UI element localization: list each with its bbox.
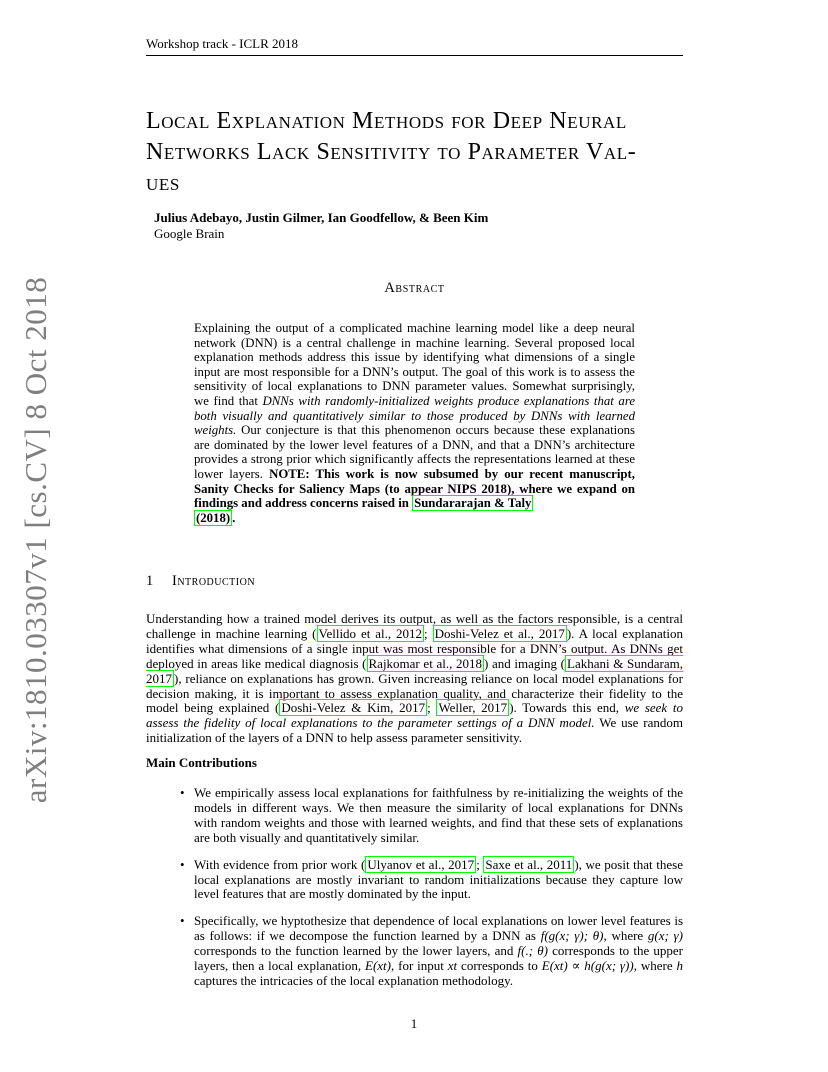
bullet-text: With evidence from prior work ( — [194, 856, 366, 872]
citation-link[interactable]: Sundararajan & Taly — [414, 496, 532, 511]
intro-text: ; — [427, 700, 437, 716]
bullet-icon: • — [180, 785, 185, 800]
bullet-text: We empirically assess local explanations for faithfulness by re-initializing the weights of the models in different ways. We then measure the similarity of local explanations for DNNs with random weights and those with learned weights, and find that these sets of explanations are both visually and quantitatively similar. — [194, 785, 683, 845]
citation-link[interactable]: Vellido et al., 2012 — [318, 625, 423, 641]
intro-text: ). Towards this end, — [509, 700, 625, 716]
math-expression: E(xt) — [365, 958, 391, 974]
title-line-2: Networks Lack Sensitivity to Parameter Val- — [146, 139, 637, 165]
bullet-text: corresponds to the function learned by the lower layers, and — [194, 943, 518, 959]
section-title: Introduction — [172, 573, 256, 589]
intro-text: ) and imaging ( — [484, 655, 566, 671]
citation-link[interactable]: Weller, 2017 — [438, 700, 508, 716]
bullet-text: Specifically, we hyptothesize that dependence of local explanations on lower level features is as follows: if we decompose the function learned by a DNN as — [194, 913, 683, 944]
abstract-text-1: Explaining the output of a complicated machine learning model like a deep neural network (DNN) is a central challenge in machine learning. Several proposed local explanation methods address this issue by identifying what dimensions of a single input are most responsible for a DNN’s output. The goal of this work is to assess the sensitivity of local explanations to DNN parameter values. Somewhat surprisingly, we find that — [194, 321, 635, 408]
page-number: 1 — [410, 1016, 418, 1031]
list-item — [176, 914, 683, 989]
title-line-1: Local Explanation Methods for Deep Neural — [146, 108, 627, 134]
abstract-emphasis: DNNs with randomly-initialized weights produce explanations that are both visually and quantitatively similar to those produced by DNNs with learned weights. — [194, 393, 636, 438]
intro-text: ; — [424, 625, 433, 641]
bullet-text: , where — [603, 928, 648, 944]
author-names: Julius Adebayo, Justin Gilmer, Ian Goodfellow, & Been Kim — [154, 210, 489, 225]
bullet-icon: • — [180, 856, 185, 872]
bullet-text: corresponds to the upper layers, then a local explanation, — [194, 943, 683, 974]
abstract-note-text: NOTE: This work is now subsumed by our recent manuscript, Sanity Checks for Saliency Maps (to appear NIPS 2018), where we expand on findings and address concerns raised in — [194, 466, 635, 511]
bullet-text: ; — [476, 856, 484, 872]
citation-link[interactable]: Lakhani & Sundaram, 2017 — [146, 655, 683, 686]
math-expression: E(xt) ∝ h(g(x; γ)) — [541, 958, 634, 974]
math-expression: h — [676, 958, 683, 974]
contributions-heading: Main Contributions — [146, 755, 257, 770]
title-line-3: ues — [146, 170, 180, 196]
intro-emphasis: we seek to assess the fidelity of local explanations to the parameter settings of a DNN model. — [146, 700, 683, 731]
math-expression: f(.; θ) — [517, 943, 548, 959]
citation-link[interactable]: Saxe et al., 2011 — [485, 856, 573, 872]
contributions-list — [176, 786, 683, 1001]
citation-link[interactable]: Rajkomar et al., 2018 — [368, 655, 482, 671]
intro-text: ). A local explanation identifies what dimensions of a single input was most responsible for a DNN’s output. As DNNs get deployed in areas like medical diagnosis ( — [146, 625, 683, 671]
bullet-text: captures the intricacies of the local explanation methodology. — [194, 972, 513, 988]
math-expression: xt — [447, 958, 458, 974]
arxiv-stamp[interactable]: arXiv:1810.03307v1 [cs.CV] 8 Oct 2018 — [18, 276, 53, 804]
math-expression: g(x; γ) — [647, 928, 683, 944]
running-header: Workshop track - ICLR 2018 — [146, 36, 683, 56]
list-item — [176, 786, 683, 846]
bullet-text: , for input — [391, 958, 448, 974]
intro-text: We use random initialization of the layers of a DNN to help assess parameter sensitivity. — [146, 715, 683, 746]
list-item — [176, 858, 683, 903]
abstract-body — [194, 321, 635, 525]
bullet-icon: • — [180, 913, 185, 929]
abstract-text-2: Our conjecture is that this phenomenon occurs because these explanations are dominated by the lower level features of a DNN, and that a DNN’s architecture provides a strong prior which significantly affects the representations learned at these lower layers. — [194, 423, 635, 481]
math-expression: f(g(x; γ); θ) — [540, 928, 604, 944]
citation-link[interactable]: Ulyanov et al., 2017 — [367, 856, 475, 872]
bullet-text: corresponds to — [457, 958, 542, 974]
citation-link[interactable]: Doshi-Velez & Kim, 2017 — [281, 700, 426, 716]
bullet-text: ), we posit that these local explanations are mostly invariant to random initializations because they capture low level features that are mostly dominated by the input. — [194, 856, 683, 902]
intro-text: ), reliance on explanations has grown. Given increasing reliance on local model explanations for decision making, it is important to assess explanation quality, and characterize their fidelity to the model being explained ( — [146, 670, 683, 716]
bullet-text: , where — [633, 958, 677, 974]
author-block — [154, 210, 488, 242]
section-number: 1 — [146, 573, 154, 589]
citation-link[interactable]: (2018) — [196, 510, 231, 525]
abstract-note-end: . — [232, 510, 236, 525]
paper-title — [146, 106, 691, 199]
abstract-heading: Abstract — [384, 280, 445, 296]
section-heading — [146, 573, 255, 590]
intro-text: Understanding how a trained model derives its output, as well as the factors responsible, is a central challenge in machine learning ( — [146, 611, 683, 641]
affiliation: Google Brain — [154, 226, 225, 241]
intro-paragraph — [146, 612, 683, 746]
citation-link[interactable]: Doshi-Velez et al., 2017 — [434, 625, 565, 641]
